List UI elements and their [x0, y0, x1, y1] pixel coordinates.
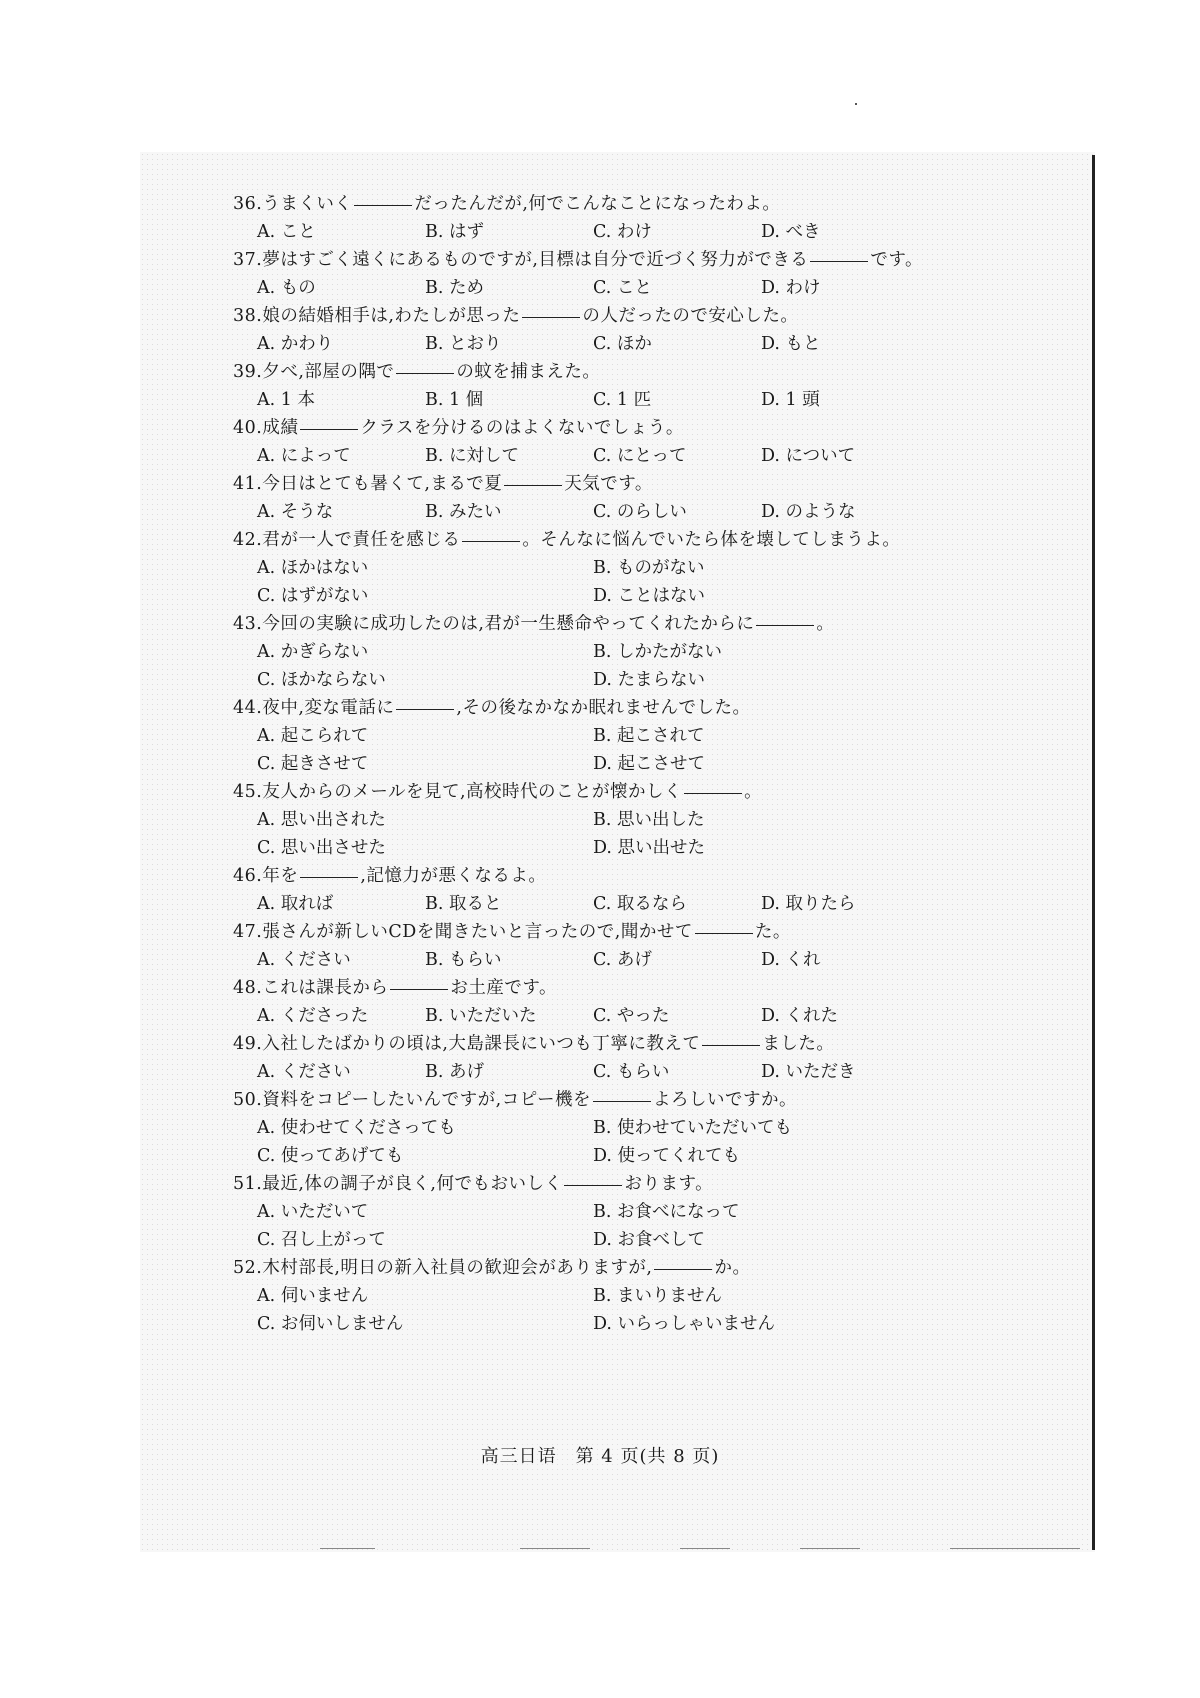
question-item — [233, 1030, 1083, 1086]
answer-option: B. お食べになって — [593, 1202, 740, 1222]
option-list — [233, 946, 1083, 974]
answer-option: B. 起こされて — [593, 726, 705, 746]
answer-blank — [695, 932, 753, 934]
answer-blank — [354, 204, 412, 206]
answer-option: B. まいりません — [593, 1286, 722, 1306]
answer-option: A. もの — [257, 278, 316, 298]
page-edge-shadow — [1092, 155, 1095, 1550]
question-number: 52. — [233, 1258, 263, 1278]
question-stem — [233, 302, 1083, 330]
answer-option: B. みたい — [425, 502, 502, 522]
question-text-after: の蚊を捕まえた。 — [456, 362, 601, 382]
option-list — [233, 274, 1083, 302]
answer-option: C. 1 匹 — [593, 390, 652, 410]
answer-blank — [300, 428, 358, 430]
question-number: 50. — [233, 1090, 263, 1110]
question-stem — [233, 1030, 1083, 1058]
question-text-before: 張さんが新しいCDを聞きたいと言ったので,聞かせて — [262, 922, 693, 942]
question-number: 51. — [233, 1174, 263, 1194]
question-stem — [233, 610, 1083, 638]
answer-option: B. もらい — [425, 950, 502, 970]
answer-option: A. 起こられて — [257, 726, 369, 746]
answer-option: A. 取れば — [257, 894, 334, 914]
answer-blank — [522, 316, 580, 318]
question-text-before: 君が一人で責任を感じる — [262, 530, 461, 550]
answer-option: A. こと — [257, 222, 316, 242]
answer-option: D. 1 頭 — [761, 390, 820, 410]
answer-option: D. べき — [761, 222, 821, 242]
question-text-after: 。そんなに悩んでいたら体を壊してしまうよ。 — [522, 530, 901, 550]
answer-blank — [300, 876, 358, 878]
question-number: 49. — [233, 1034, 263, 1054]
answer-option: A. 1 本 — [257, 390, 315, 410]
question-text-after: か。 — [714, 1258, 751, 1278]
answer-blank — [396, 372, 454, 374]
answer-option: D. くれ — [761, 950, 821, 970]
question-stem — [233, 358, 1083, 386]
question-item — [233, 694, 1083, 778]
question-number: 46. — [233, 866, 263, 886]
answer-option: C. やった — [593, 1006, 670, 1026]
question-item — [233, 778, 1083, 862]
question-text-after: ,その後なかなか眠れませんでした。 — [456, 698, 751, 718]
option-list — [233, 1002, 1083, 1030]
answer-blank — [702, 1044, 760, 1046]
answer-option: C. ほか — [593, 334, 652, 354]
answer-option: B. いただいた — [425, 1006, 537, 1026]
option-list — [233, 1282, 1083, 1338]
question-item — [233, 918, 1083, 974]
question-text-before: 今回の実験に成功したのは,君が一生懸命やってくれたからに — [262, 614, 755, 634]
question-text-before: 資料をコピーしたいんですが,コピー機を — [262, 1090, 592, 1110]
answer-option: A. いただいて — [257, 1202, 369, 1222]
answer-option: A. ください — [257, 1062, 351, 1082]
answer-option: C. 取るなら — [593, 894, 687, 914]
question-item — [233, 1254, 1083, 1338]
question-item — [233, 302, 1083, 358]
option-list — [233, 218, 1083, 246]
question-text-after: 。 — [744, 782, 763, 802]
question-number: 42. — [233, 530, 263, 550]
answer-option: C. ほかならない — [257, 670, 386, 690]
answer-option: B. しかたがない — [593, 642, 722, 662]
answer-option: D. ことはない — [593, 586, 706, 606]
question-text-after: よろしいですか。 — [653, 1090, 798, 1110]
answer-blank — [593, 1100, 651, 1102]
question-number: 39. — [233, 362, 263, 382]
question-list — [233, 190, 1083, 1338]
question-text-after: ました。 — [762, 1034, 835, 1054]
answer-option: C. 思い出させた — [257, 838, 386, 858]
question-text-after: た。 — [754, 922, 791, 942]
question-text-after: ,記憶力が悪くなるよ。 — [360, 866, 547, 886]
scan-speck — [855, 103, 857, 105]
answer-option: A. ください — [257, 950, 351, 970]
answer-option: B. とおり — [425, 334, 502, 354]
question-stem — [233, 862, 1083, 890]
question-item — [233, 1086, 1083, 1170]
answer-option: D. いらっしゃいません — [593, 1314, 776, 1334]
answer-option: A. くださった — [257, 1006, 369, 1026]
option-list — [233, 498, 1083, 526]
option-list — [233, 638, 1083, 694]
answer-blank — [564, 1184, 622, 1186]
answer-option: B. ため — [425, 278, 484, 298]
question-number: 36. — [233, 194, 263, 214]
question-text-before: 今日はとても暑くて,まるで夏 — [262, 474, 503, 494]
answer-option: D. 思い出せた — [593, 838, 706, 858]
answer-blank — [504, 484, 562, 486]
question-item — [233, 358, 1083, 414]
answer-blank — [810, 260, 868, 262]
answer-blank — [756, 624, 814, 626]
answer-option: C. のらしい — [593, 502, 687, 522]
option-list — [233, 554, 1083, 610]
answer-option: B. ものがない — [593, 558, 705, 578]
answer-option: C. こと — [593, 278, 652, 298]
answer-option: A. 思い出された — [257, 810, 386, 830]
question-stem — [233, 694, 1083, 722]
question-text-after: クラスを分けるのはよくないでしょう。 — [360, 418, 684, 438]
question-text-before: 友人からのメールを見て,高校時代のことが懐かしく — [262, 782, 683, 802]
answer-option: D. について — [761, 446, 856, 466]
answer-option: D. わけ — [761, 278, 821, 298]
question-text-before: 夕べ,部屋の隅で — [262, 362, 395, 382]
question-stem — [233, 918, 1083, 946]
option-list — [233, 442, 1083, 470]
question-number: 41. — [233, 474, 263, 494]
option-list — [233, 386, 1083, 414]
question-number: 48. — [233, 978, 263, 998]
answer-option: A. 使わせてくださっても — [257, 1118, 456, 1138]
question-text-before: 入社したばかりの頃は,大島課長にいつも丁寧に教えて — [262, 1034, 701, 1054]
question-number: 38. — [233, 306, 263, 326]
question-text-after: です。 — [870, 250, 924, 270]
question-text-after: おります。 — [624, 1174, 714, 1194]
answer-blank — [684, 792, 742, 794]
question-item — [233, 974, 1083, 1030]
page-footer: 高三日语 第 4 页(共 8 页) — [480, 1446, 720, 1467]
question-text-before: 最近,体の調子が良く,何でもおいしく — [262, 1174, 563, 1194]
question-text-before: うまくいく — [262, 194, 353, 214]
question-item — [233, 414, 1083, 470]
answer-option: A. そうな — [257, 502, 334, 522]
answer-option: C. 起きさせて — [257, 754, 369, 774]
option-list — [233, 330, 1083, 358]
answer-option: A. によって — [257, 446, 351, 466]
question-item — [233, 862, 1083, 918]
question-text-before: 夢はすごく遠くにあるものですが,目標は自分で近づく努力ができる — [262, 250, 809, 270]
answer-option: A. かわり — [257, 334, 334, 354]
answer-option: D. 使ってくれても — [593, 1146, 741, 1166]
question-stem — [233, 470, 1083, 498]
answer-option: B. 思い出した — [593, 810, 705, 830]
question-stem — [233, 246, 1083, 274]
answer-option: C. はずがない — [257, 586, 369, 606]
question-text-before: 成績 — [262, 418, 299, 438]
question-item — [233, 610, 1083, 694]
question-text-before: 夜中,変な電話に — [262, 698, 395, 718]
option-list — [233, 1058, 1083, 1086]
answer-option: D. くれた — [761, 1006, 839, 1026]
question-stem — [233, 1170, 1083, 1198]
question-number: 44. — [233, 698, 263, 718]
option-list — [233, 722, 1083, 778]
answer-option: B. に対して — [425, 446, 519, 466]
question-text-after: 天気です。 — [564, 474, 653, 494]
question-stem — [233, 1086, 1083, 1114]
option-list — [233, 1198, 1083, 1254]
option-list — [233, 890, 1083, 918]
answer-option: A. ほかはない — [257, 558, 369, 578]
question-item — [233, 1170, 1083, 1254]
question-item — [233, 246, 1083, 302]
question-text-before: 年を — [262, 866, 299, 886]
answer-option: C. あげ — [593, 950, 652, 970]
question-text-after: の人だったので安心した。 — [582, 306, 799, 326]
answer-option: C. 使ってあげても — [257, 1146, 404, 1166]
question-number: 47. — [233, 922, 263, 942]
question-item — [233, 526, 1083, 610]
question-stem — [233, 1254, 1083, 1282]
question-text-after: だったんだが,何でこんなことになったわよ。 — [414, 194, 781, 214]
answer-option: C. にとって — [593, 446, 687, 466]
question-item — [233, 190, 1083, 246]
question-stem — [233, 414, 1083, 442]
answer-blank — [390, 988, 448, 990]
question-text-before: これは課長から — [262, 978, 389, 998]
answer-option: D. のような — [761, 502, 856, 522]
question-number: 40. — [233, 418, 263, 438]
answer-option: D. いただき — [761, 1062, 856, 1082]
answer-option: B. あげ — [425, 1062, 484, 1082]
question-item — [233, 470, 1083, 526]
option-list — [233, 806, 1083, 862]
answer-option: B. 使わせていただいても — [593, 1118, 792, 1138]
question-text-before: 娘の結婚相手は,わたしが思った — [262, 306, 521, 326]
answer-option: C. 召し上がって — [257, 1230, 386, 1250]
answer-option: C. もらい — [593, 1062, 670, 1082]
option-list — [233, 1114, 1083, 1170]
answer-option: D. お食べして — [593, 1230, 706, 1250]
answer-option: B. はず — [425, 222, 484, 242]
answer-option: C. わけ — [593, 222, 652, 242]
answer-option: D. 取りたら — [761, 894, 856, 914]
question-stem — [233, 526, 1083, 554]
answer-option: A. 伺いません — [257, 1286, 369, 1306]
question-stem — [233, 974, 1083, 1002]
answer-option: C. お伺いしません — [257, 1314, 404, 1334]
answer-option: D. もと — [761, 334, 821, 354]
answer-blank — [396, 708, 454, 710]
question-number: 37. — [233, 250, 263, 270]
question-stem — [233, 778, 1083, 806]
question-stem — [233, 190, 1083, 218]
answer-option: B. 取ると — [425, 894, 502, 914]
question-number: 43. — [233, 614, 263, 634]
bottom-scan-lines — [320, 1548, 1080, 1550]
answer-blank — [654, 1268, 712, 1270]
answer-blank — [462, 540, 520, 542]
question-text-before: 木村部長,明日の新入社員の歓迎会がありますが, — [262, 1258, 653, 1278]
answer-option: B. 1 個 — [425, 390, 484, 410]
answer-option: D. たまらない — [593, 670, 706, 690]
question-number: 45. — [233, 782, 263, 802]
question-text-after: 。 — [816, 614, 835, 634]
answer-option: A. かぎらない — [257, 642, 369, 662]
answer-option: D. 起こさせて — [593, 754, 706, 774]
question-text-after: お土産です。 — [450, 978, 557, 998]
